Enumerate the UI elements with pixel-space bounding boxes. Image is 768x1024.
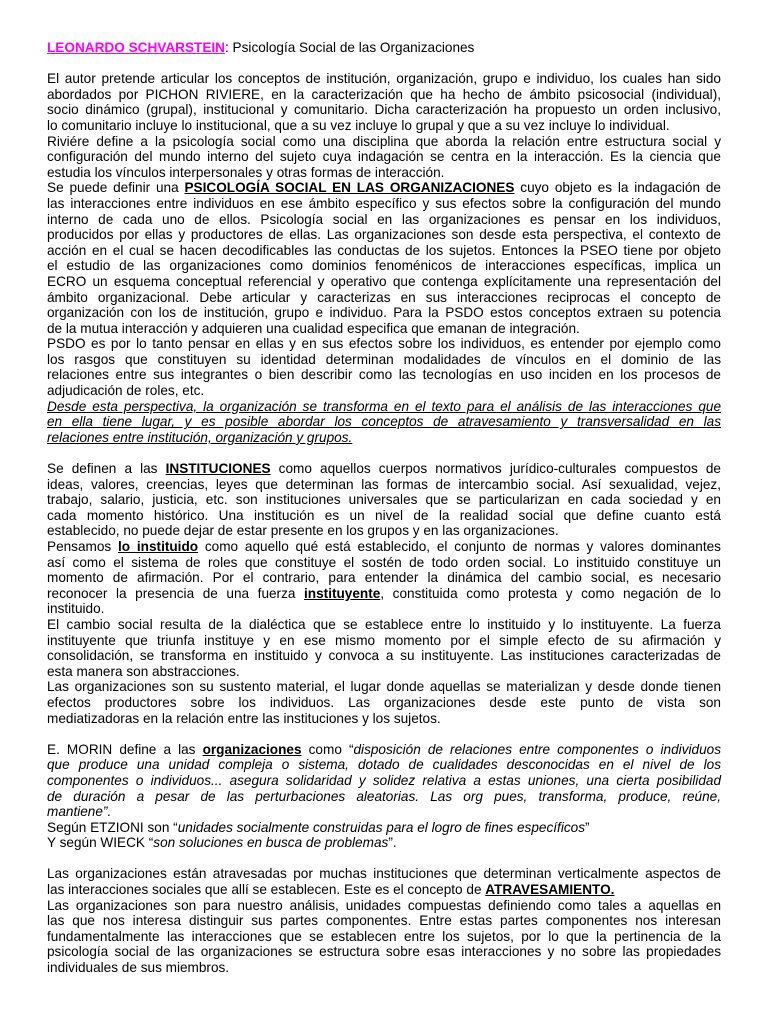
term-organizaciones: organizaciones — [202, 741, 302, 757]
term-atravesamiento: ATRAVESAMIENTO. — [485, 882, 615, 898]
paragraph-atravesamiento: Las organizaciones están atravesadas por muchas instituciones que determinan verticalmente aspectos de las interacciones sociales que allí se establecen. Este es el concepto de ATRAVESAMIENTO. — [47, 866, 721, 898]
document-title: LEONARDO SCHVARSTEIN: Psicología Social de las Organizaciones — [47, 40, 475, 55]
paragraph-cambio-social: El cambio social resulta de la dialéctica que se establece entre lo instituido y lo instituyente. La fuerza instituyente que triunfa instituye y en ese mismo momento por el simple efecto de su afirmación y consolidación, se transforma en instituido y convoca a su instituyente. Las instituciones caracterizadas de esta manera son abstracciones. — [47, 616, 721, 679]
paragraph-intro: El autor pretende articular los conceptos de institución, organización, grupo e individuo, los cuales han sido abordados por PICHON RIVIERE, en la caracterización que ha hecho de ámbito psicosocial (individual), socio dinámico (grupal), institucional y comunitario. Dicha caracterización ha propuesto un orden inclusivo, lo comunitario incluye lo institucional, que a su vez incluye lo grupal y que a su vez incluye lo individual. — [47, 71, 721, 133]
title-author: LEONARDO SCHVARSTEIN — [47, 40, 225, 55]
paragraph-sustento-material: Las organizaciones son su sustento material, el lugar donde aquellas se materializan y desde donde tienen efectos productores sobre los individuos. Las organizaciones desde este punto de vista son mediatizadoras en la relación entre las instituciones y los sujetos. — [47, 679, 721, 726]
paragraph-instituido: Pensamos lo instituido como aquello qué está establecido, el conjunto de normas y valores dominantes así como el sistema de roles que constituye el sostén de todo orden social. Lo instituido constituye un momento de afirmación. Por el contrario, para entender la dinámica del cambio social, es necesario reconocer la presencia de una fuerza instituyente, constituida como protesta y como negación de lo instituido. — [47, 539, 721, 617]
term-instituciones: INSTITUCIONES — [165, 461, 271, 477]
paragraph-riviere: Riviére define a la psicología social como una disciplina que aborda la relación entre estructura social y configuración del mundo interno del sujeto cuya indagación se centra en la interacción. Es la ciencia que estudia los vínculos interpersonales y otras formas de interacción. — [47, 133, 721, 180]
term-lo-instituido: lo instituido — [118, 539, 199, 554]
paragraph-morin: E. MORIN define a las organizaciones como “disposición de relaciones entre componentes o individuos que produce una unidad compleja o sistema, dotado de cualidades desconocidas en el nivel de los componentes o individuos... asegura solidaridad y solidez relativa a estas uniones, una cierta posibilidad de duración a pesar de las perturbaciones aleatorias. Las org pues, transforma, produce, reúne, mantiene”. — [47, 741, 721, 820]
title-subject: Psicología Social de las Organizaciones — [228, 40, 475, 55]
paragraph-unidades-compuestas: Las organizaciones son para nuestro análisis, unidades compuestas definiendo como tales a aquellas en las que nos interesa distinguir sus partes componentes. Entre estas partes componentes nos interesan fundamentalmente las interacciones que se establecen entre los sujetos, por lo que la pertinencia de la psicología social de las organizaciones se estructura sobre esas interacciones y no sobre las propiedades individuales de sus miembros. — [47, 897, 721, 976]
paragraph-perspectiva: Desde esta perspectiva, la organización se transforma en el texto para el análisis de las interacciones que en ella tiene lugar, y es posible abordar los conceptos de atravesamiento y transversalidad en las relaciones entre institución, organización y grupos. — [47, 398, 721, 445]
etzioni-quote: Según ETZIONI son “unidades socialmente construidas para el logro de fines específicos” — [47, 819, 590, 835]
paragraph-psicologia-social: Se puede definir una PSICOLOGÍA SOCIAL EN LAS ORGANIZACIONES cuyo objeto es la indagación de las interacciones entre individuos en ese ámbito específico y sus efectos sobre la configuración del mundo interno de cada uno de ellos. Psicología social en las organizaciones es pensar en los individuos, producidos por ellas y productores de ellas. Las organizaciones son desde esta perspectiva, el contexto de acción en el cual se hacen decodificables las conductas de los sujetos. Entonces la PSEO tiene por objeto el estudio de las organizaciones como dominios fenoménicos de interacciones específicas, implica un ECRO un esquema conceptual referencial y operativo que contenga explícitamente una representación del ámbito organizacional. Debe articular y caracterizas en sus interacciones reciprocas el concepto de organización con los de institución, grupo e individuo. Para la PSDO estos conceptos extraen su potencia de la mutua interacción y adquieren una cualidad especifica que emanan de integración. — [47, 180, 721, 336]
term-instituyente: instituyente — [304, 585, 381, 601]
paragraph-psdo: PSDO es por lo tanto pensar en ellas y en sus efectos sobre los individuos, es entender por ejemplo como los rasgos que constituyen su identidad determinan modalidades de vínculos en el dominio de las relaciones entre sus integrantes o bien describir como las tecnologías en uso inciden en los procesos de adjudicación de roles, etc. — [47, 336, 721, 399]
term-psicologia-social: PSICOLOGÍA SOCIAL EN LAS ORGANIZACIONES — [184, 180, 515, 196]
wieck-quote: Y según WIECK “son soluciones en busca de problemas”. — [47, 835, 397, 851]
paragraph-instituciones: Se definen a las INSTITUCIONES como aquellos cuerpos normativos jurídico-culturales compuestos de ideas, valores, creencias, leyes que determinan las formas de intercambio social. Así sexualidad, vejez, trabajo, salario, justicia, etc. son instituciones universales que se particularizan en cada sociedad y en cada momento histórico. Una institución es un nivel de la realidad social que define cuanto está establecido, no puede dejar de estar presente en los grupos y en las organizaciones. — [47, 461, 721, 539]
paragraph-etzioni-wieck — [47, 820, 721, 851]
